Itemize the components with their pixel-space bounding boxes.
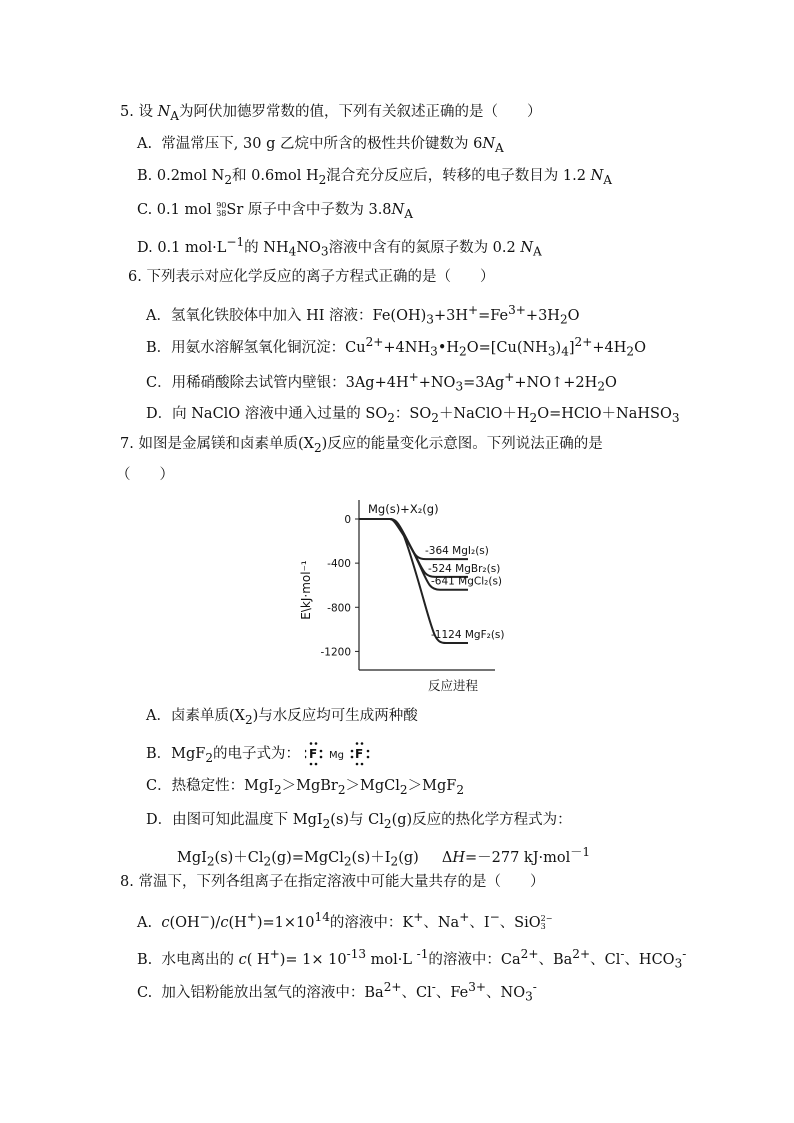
curve-label-2: -641 MgCl₂(s) xyxy=(431,575,503,588)
q6-option-d: D．向 NaClO 溶液中通入过量的 $SO_2$：$SO_2+NaClO+H_2O=HClO+NaHSO_3$ xyxy=(146,406,680,425)
y-axis-label: E\kJ·mol⁻¹ xyxy=(299,560,313,620)
y-tick-label: 0 xyxy=(344,514,351,526)
curve-label-1: -524 MgBr₂(s) xyxy=(428,562,501,575)
structure-right-f: F xyxy=(354,747,363,761)
curve-label-3: -1124 MgF₂(s) xyxy=(431,629,505,642)
q5-option-c: C. 0.1 mol 90 38Sr 原子中含中子数为 $3.8N_A$ xyxy=(137,201,413,221)
q7-option-a: A．卤素单质$(X_2)$与水反应均可生成两种酸 xyxy=(146,708,418,727)
q6-stem: 6. 下列表示对应化学反应的离子方程式正确的是（ ） xyxy=(128,269,495,285)
q6-option-c: C．用稀硝酸除去试管内壁银：$3Ag+4H^++NO_3=3Ag^++NO↑+2H_2O$ xyxy=(146,370,617,394)
q5-option-d: D. 0.1 $mol\cdot L^{-1}$的 $NH_4NO_3$溶液中含有的氮原子数为 0.2 $N_A$ xyxy=(137,235,542,259)
q8-option-c: C. 加入铝粉能放出氢气的溶液中：$Ba^{2+}$、Cl-、$Fe^{3+}$、$NO_3^-$ xyxy=(137,980,537,1004)
q7-option-c: C．热稳定性：MgI$_2$＞MgBr$_2$＞MgCl$_2$＞MgF$_2$ xyxy=(146,778,464,797)
reactant-label: Mg(s)+X₂(g) xyxy=(368,502,439,516)
curve-label-0: -364 MgI₂(s) xyxy=(425,545,489,558)
q7-stem: 7. 如图是金属镁和卤素单质$(X_2)$反应的能量变化示意图。下列说法正确的是 xyxy=(120,436,603,455)
q7-stem-paren: （ ） xyxy=(116,467,174,483)
q7-option-d: D．由图可知此温度下 MgI$_2$(s)与 $Cl_2(g)$反应的热化学方程式为： xyxy=(146,812,572,831)
structure-left-f: F xyxy=(308,747,317,761)
structure-mg: Mg xyxy=(328,750,344,761)
q5-option-b: B. 0.2mol $N_2$和 0.6mol $H_2$混合充分反应后，转移的电子数目为 1.2 $N_A$ xyxy=(137,168,612,187)
x-axis-label: 反应进程 xyxy=(427,678,479,693)
q8-stem: 8. 常温下，下列各组离子在指定溶液中可能大量共存的是（ ） xyxy=(120,874,545,890)
q5-option-a: A. 常温常压下, 30 g 乙烷中所含的极性共价键数为 $6N_A$ xyxy=(137,136,504,155)
q7-equation: $MgI_2(s)+Cl_2(g)=MgCl_2(s)+I_2(g)$ ΔH=－277 kJ·mol$^{-1}$ xyxy=(177,845,591,869)
y-tick-label: -1200 xyxy=(320,646,351,659)
energy-chart xyxy=(290,490,510,700)
q7-option-b xyxy=(146,741,377,768)
q7-option-b-text: B．MgF$_2$的电子式为： xyxy=(146,746,301,765)
q8-option-a: A. $c(OH^-)/c(H^+)=1\times 10^{14}$的溶液中：K+、Na+、I−、SiO2− 3 xyxy=(137,910,553,931)
q6-option-a: A．氢氧化铁胶体中加入 HI 溶液：$Fe(OH)_3+3H^+=Fe^{3+}+3H_2O$ xyxy=(146,303,580,327)
mgf2-electron-structure xyxy=(305,741,377,767)
y-tick-label: -800 xyxy=(327,602,351,615)
y-tick-label: -400 xyxy=(327,558,351,571)
q6-option-b: B．用氨水溶解氢氧化铜沉淀：$Cu^{2+}+4NH_3•H_2O=[Cu(NH_3)_4]^{2+}+4H_2O$ xyxy=(146,335,646,359)
q5-stem: 5. 设 $N_A$为阿伏加德罗常数的值，下列有关叙述正确的是（ ） xyxy=(120,104,542,123)
q8-option-b: B. 水电离出的 c( $H^+)= 1\times 10^{-13}$ mol·L $^{-1}$的溶液中：$Ca^{2+}$、$Ba^{2+}$、Cl-、$HCO_3^-$ xyxy=(137,947,687,971)
